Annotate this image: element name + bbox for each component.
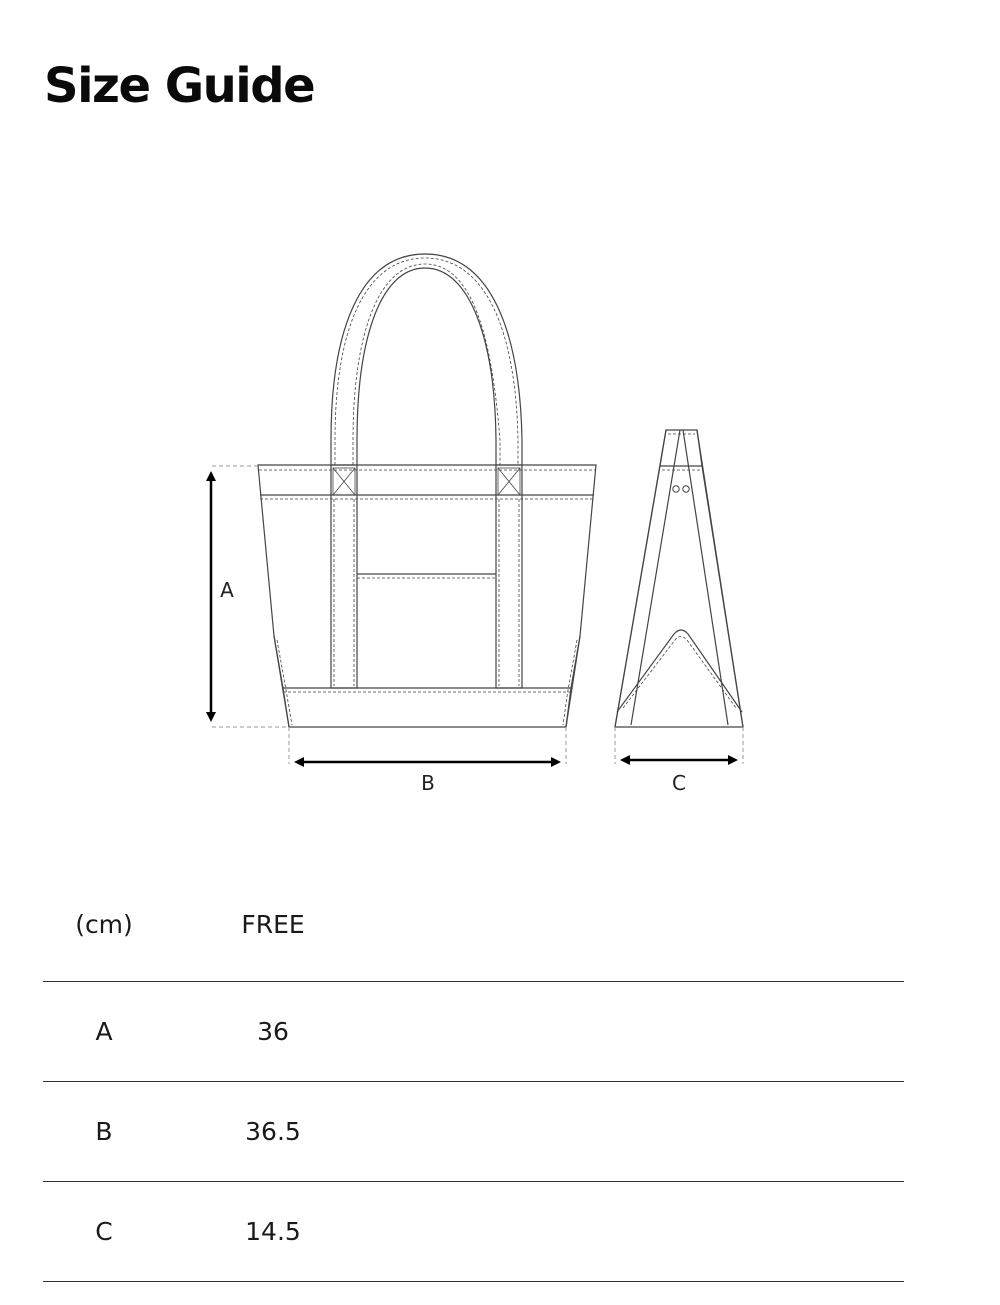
row-label: C [95, 1217, 113, 1246]
table-header-row [43, 878, 904, 982]
handle-outer [331, 254, 522, 465]
size-header: FREE [241, 910, 305, 939]
tote-side-view [615, 430, 743, 727]
side-outline [615, 430, 743, 727]
dimension-a-label: A [220, 578, 234, 602]
page-title: Size Guide [44, 58, 315, 114]
unit-header: (cm) [75, 910, 133, 939]
row-value: 14.5 [245, 1217, 301, 1246]
dimension-b [289, 727, 566, 795]
dimension-a [211, 466, 289, 727]
table-row [43, 1082, 904, 1182]
row-label: B [95, 1117, 113, 1146]
handle-inner [357, 268, 496, 465]
dimension-b-label: B [421, 771, 435, 795]
table-row [43, 982, 904, 1082]
row-value: 36.5 [245, 1117, 301, 1146]
dimension-c-label: C [672, 771, 686, 795]
size-table [43, 878, 904, 1282]
tote-front-view [258, 254, 596, 727]
row-label: A [95, 1017, 113, 1046]
dimension-c [615, 727, 743, 795]
table-row [43, 1182, 904, 1282]
row-value: 36 [257, 1017, 289, 1046]
